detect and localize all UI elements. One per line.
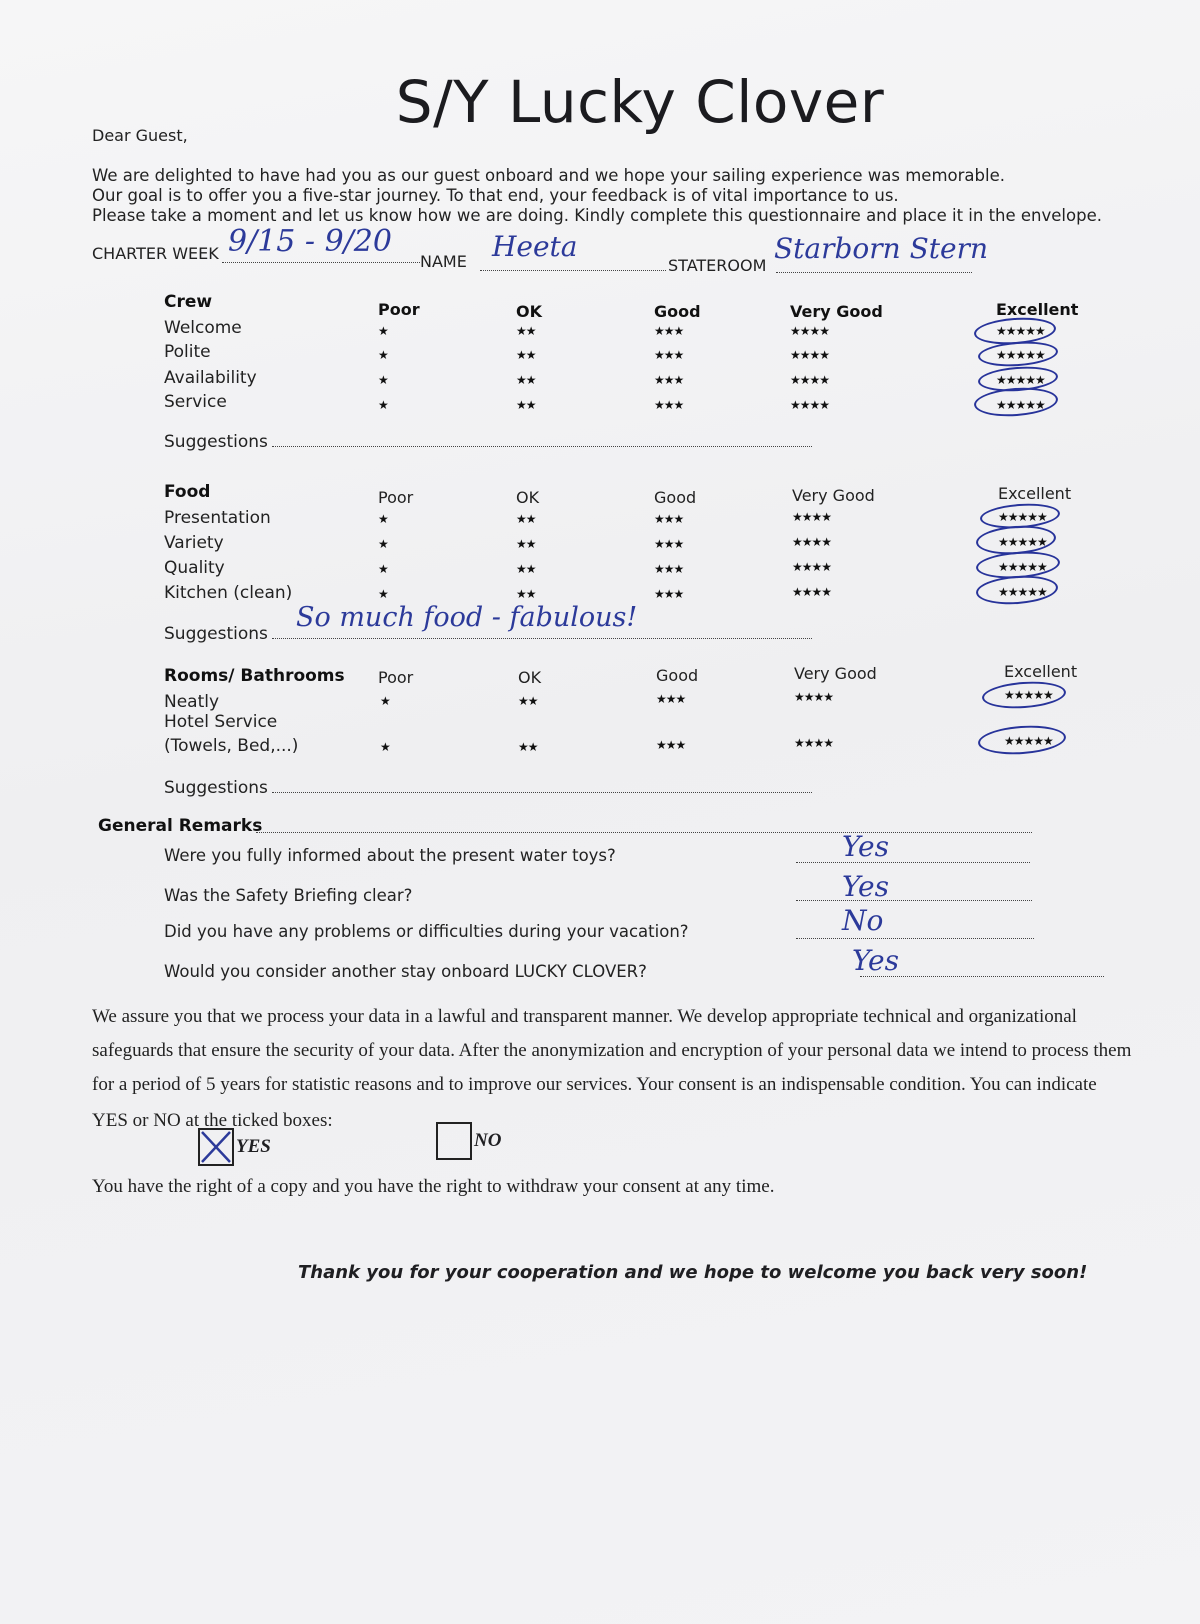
star-4[interactable]: ★★★★ <box>790 398 830 412</box>
rooms-item-towels: (Towels, Bed,...) <box>164 736 299 756</box>
charter-week-label: CHARTER WEEK <box>92 244 219 263</box>
star-5-selected[interactable]: ★★★★★ <box>996 398 1045 412</box>
rooms-rating-good: Good <box>656 666 699 685</box>
answer-line <box>796 862 1030 863</box>
answer-water-toys[interactable]: Yes <box>842 830 889 863</box>
stateroom-value[interactable]: Starborn Stern <box>774 232 989 265</box>
crew-rating-excellent: Excellent <box>996 300 1079 319</box>
star-3[interactable]: ★★★ <box>654 324 684 338</box>
star-2[interactable]: ★★ <box>516 512 536 526</box>
rooms-suggestions-line[interactable] <box>272 792 812 793</box>
star-1[interactable]: ★ <box>378 512 388 526</box>
star-3[interactable]: ★★★ <box>654 537 684 551</box>
star-1[interactable]: ★ <box>380 740 390 754</box>
star-3[interactable]: ★★★ <box>654 373 684 387</box>
food-item-presentation: Presentation <box>164 508 271 528</box>
selection-circle <box>981 679 1067 711</box>
food-item-variety: Variety <box>164 533 224 553</box>
food-item-quality: Quality <box>164 558 225 578</box>
star-5-selected[interactable]: ★★★★★ <box>998 510 1047 524</box>
intro-line-2: Our goal is to offer you a five-star journey. To that end, your feedback is of vital importance to us. <box>92 186 899 205</box>
star-3[interactable]: ★★★ <box>654 512 684 526</box>
food-rating-ok: OK <box>516 488 540 507</box>
star-1[interactable]: ★ <box>378 373 388 387</box>
star-1[interactable]: ★ <box>378 537 388 551</box>
star-5-selected[interactable]: ★★★★★ <box>1004 688 1053 702</box>
rooms-rating-very-good: Very Good <box>794 664 877 683</box>
food-rating-poor: Poor <box>378 488 414 507</box>
star-5-selected[interactable]: ★★★★★ <box>996 324 1045 338</box>
selection-circle <box>977 339 1058 369</box>
stateroom-label: STATEROOM <box>668 256 767 275</box>
star-3[interactable]: ★★★ <box>656 738 686 752</box>
question-safety-briefing: Was the Safety Briefing clear? <box>164 886 413 905</box>
selection-circle <box>973 385 1059 419</box>
name-line <box>480 270 666 271</box>
star-4[interactable]: ★★★★ <box>792 510 832 524</box>
x-mark-icon <box>200 1130 232 1164</box>
rooms-suggestions-label: Suggestions <box>164 778 268 798</box>
star-4[interactable]: ★★★★ <box>792 560 832 574</box>
food-rating-excellent: Excellent <box>998 484 1072 503</box>
star-1[interactable]: ★ <box>378 562 388 576</box>
food-item-kitchen: Kitchen (clean) <box>164 583 293 603</box>
selection-circle <box>977 723 1067 757</box>
privacy-line-3: for a period of 5 years for statistic reasons and to improve our services. Your consent is an indispensable condition. You can indicate <box>92 1074 1097 1095</box>
name-label: NAME <box>420 252 467 271</box>
crew-rating-poor: Poor <box>378 300 420 319</box>
star-3[interactable]: ★★★ <box>654 587 684 601</box>
question-water-toys: Were you fully informed about the present water toys? <box>164 846 616 865</box>
consent-yes-label: YES <box>236 1136 271 1157</box>
star-3[interactable]: ★★★ <box>656 692 686 706</box>
food-rating-very-good: Very Good <box>792 486 875 505</box>
star-5-selected[interactable]: ★★★★★ <box>998 560 1047 574</box>
star-2[interactable]: ★★ <box>518 740 538 754</box>
star-1[interactable]: ★ <box>378 324 388 338</box>
crew-item-polite: Polite <box>164 342 211 362</box>
star-2[interactable]: ★★ <box>516 373 536 387</box>
star-2[interactable]: ★★ <box>516 348 536 362</box>
rooms-rating-poor: Poor <box>378 668 414 687</box>
star-5-selected[interactable]: ★★★★★ <box>1004 734 1053 748</box>
privacy-line-4: YES or NO at the ticked boxes: <box>92 1110 333 1131</box>
answer-another-stay[interactable]: Yes <box>852 944 899 977</box>
crew-item-welcome: Welcome <box>164 318 242 338</box>
question-another-stay: Would you consider another stay onboard LUCKY CLOVER? <box>164 962 647 981</box>
star-3[interactable]: ★★★ <box>654 348 684 362</box>
greeting: Dear Guest, <box>92 126 188 145</box>
answer-line <box>796 938 1034 939</box>
general-remarks-heading: General Remarks <box>98 816 263 836</box>
crew-suggestions-line[interactable] <box>272 446 812 447</box>
star-3[interactable]: ★★★ <box>654 398 684 412</box>
privacy-line-2: safeguards that ensure the security of your data. After the anonymization and encryption of your personal data we intend to process them <box>92 1040 1132 1061</box>
star-5-selected[interactable]: ★★★★★ <box>998 585 1047 599</box>
rooms-item-hotel-service: Hotel Service <box>164 712 278 732</box>
rooms-rating-ok: OK <box>518 668 542 687</box>
selection-circle <box>975 573 1059 607</box>
star-2[interactable]: ★★ <box>516 324 536 338</box>
star-2[interactable]: ★★ <box>516 398 536 412</box>
star-2[interactable]: ★★ <box>516 587 536 601</box>
food-rating-good: Good <box>654 488 697 507</box>
star-1[interactable]: ★ <box>378 398 388 412</box>
thank-you-text: Thank you for your cooperation and we hope to welcome you back very soon! <box>298 1262 1088 1283</box>
intro-line-1: We are delighted to have had you as our guest onboard and we hope your sailing experience was memorable. <box>92 166 1005 185</box>
star-4[interactable]: ★★★★ <box>794 690 834 704</box>
star-2[interactable]: ★★ <box>516 537 536 551</box>
section-heading-food: Food <box>164 482 211 502</box>
food-suggestions-line <box>272 638 812 639</box>
star-4[interactable]: ★★★★ <box>792 585 832 599</box>
star-5-selected[interactable]: ★★★★★ <box>996 373 1045 387</box>
star-4[interactable]: ★★★★ <box>790 373 830 387</box>
star-1[interactable]: ★ <box>378 348 388 362</box>
crew-rating-ok: OK <box>516 302 542 321</box>
answer-line <box>796 900 1032 901</box>
star-4[interactable]: ★★★★ <box>792 535 832 549</box>
stateroom-line <box>776 272 972 273</box>
crew-item-availability: Availability <box>164 368 257 388</box>
rights-text: You have the right of a copy and you have the right to withdraw your consent at any time. <box>92 1176 775 1197</box>
food-suggestions-value[interactable]: So much food - fabulous! <box>296 602 638 633</box>
food-suggestions-label: Suggestions <box>164 624 268 644</box>
name-value[interactable]: Heeta <box>492 230 578 263</box>
star-2[interactable]: ★★ <box>518 694 538 708</box>
star-1[interactable]: ★ <box>378 587 388 601</box>
consent-yes-checkbox[interactable] <box>198 1128 234 1166</box>
answer-safety-briefing[interactable]: Yes <box>842 870 889 903</box>
charter-week-value[interactable]: 9/15 - 9/20 <box>228 224 392 259</box>
rooms-item-neatly: Neatly <box>164 692 220 712</box>
star-4[interactable]: ★★★★ <box>790 348 830 362</box>
star-4[interactable]: ★★★★ <box>794 736 834 750</box>
star-2[interactable]: ★★ <box>516 562 536 576</box>
privacy-line-1: We assure you that we process your data in a lawful and transparent manner. We develop appropriate technical and organizational <box>92 1006 1077 1027</box>
crew-rating-good: Good <box>654 302 701 321</box>
crew-suggestions-label: Suggestions <box>164 432 268 452</box>
answer-problems[interactable]: No <box>842 904 884 937</box>
crew-rating-very-good: Very Good <box>790 302 883 321</box>
charter-week-line <box>222 262 420 263</box>
star-5-selected[interactable]: ★★★★★ <box>996 348 1045 362</box>
star-1[interactable]: ★ <box>380 694 390 708</box>
page-title: S/Y Lucky Clover <box>395 68 885 136</box>
rooms-rating-excellent: Excellent <box>1004 662 1078 681</box>
section-heading-crew: Crew <box>164 292 213 312</box>
star-4[interactable]: ★★★★ <box>790 324 830 338</box>
intro-line-3: Please take a moment and let us know how we are doing. Kindly complete this questionnaire and place it in the envelope. <box>92 206 1102 225</box>
consent-no-checkbox[interactable] <box>436 1122 472 1160</box>
star-3[interactable]: ★★★ <box>654 562 684 576</box>
star-5-selected[interactable]: ★★★★★ <box>998 535 1047 549</box>
question-problems: Did you have any problems or difficulties during your vacation? <box>164 922 689 941</box>
consent-no-label: NO <box>474 1130 502 1151</box>
section-heading-rooms: Rooms/ Bathrooms <box>164 666 345 686</box>
crew-item-service: Service <box>164 392 227 412</box>
general-remarks-line[interactable] <box>256 832 1032 833</box>
